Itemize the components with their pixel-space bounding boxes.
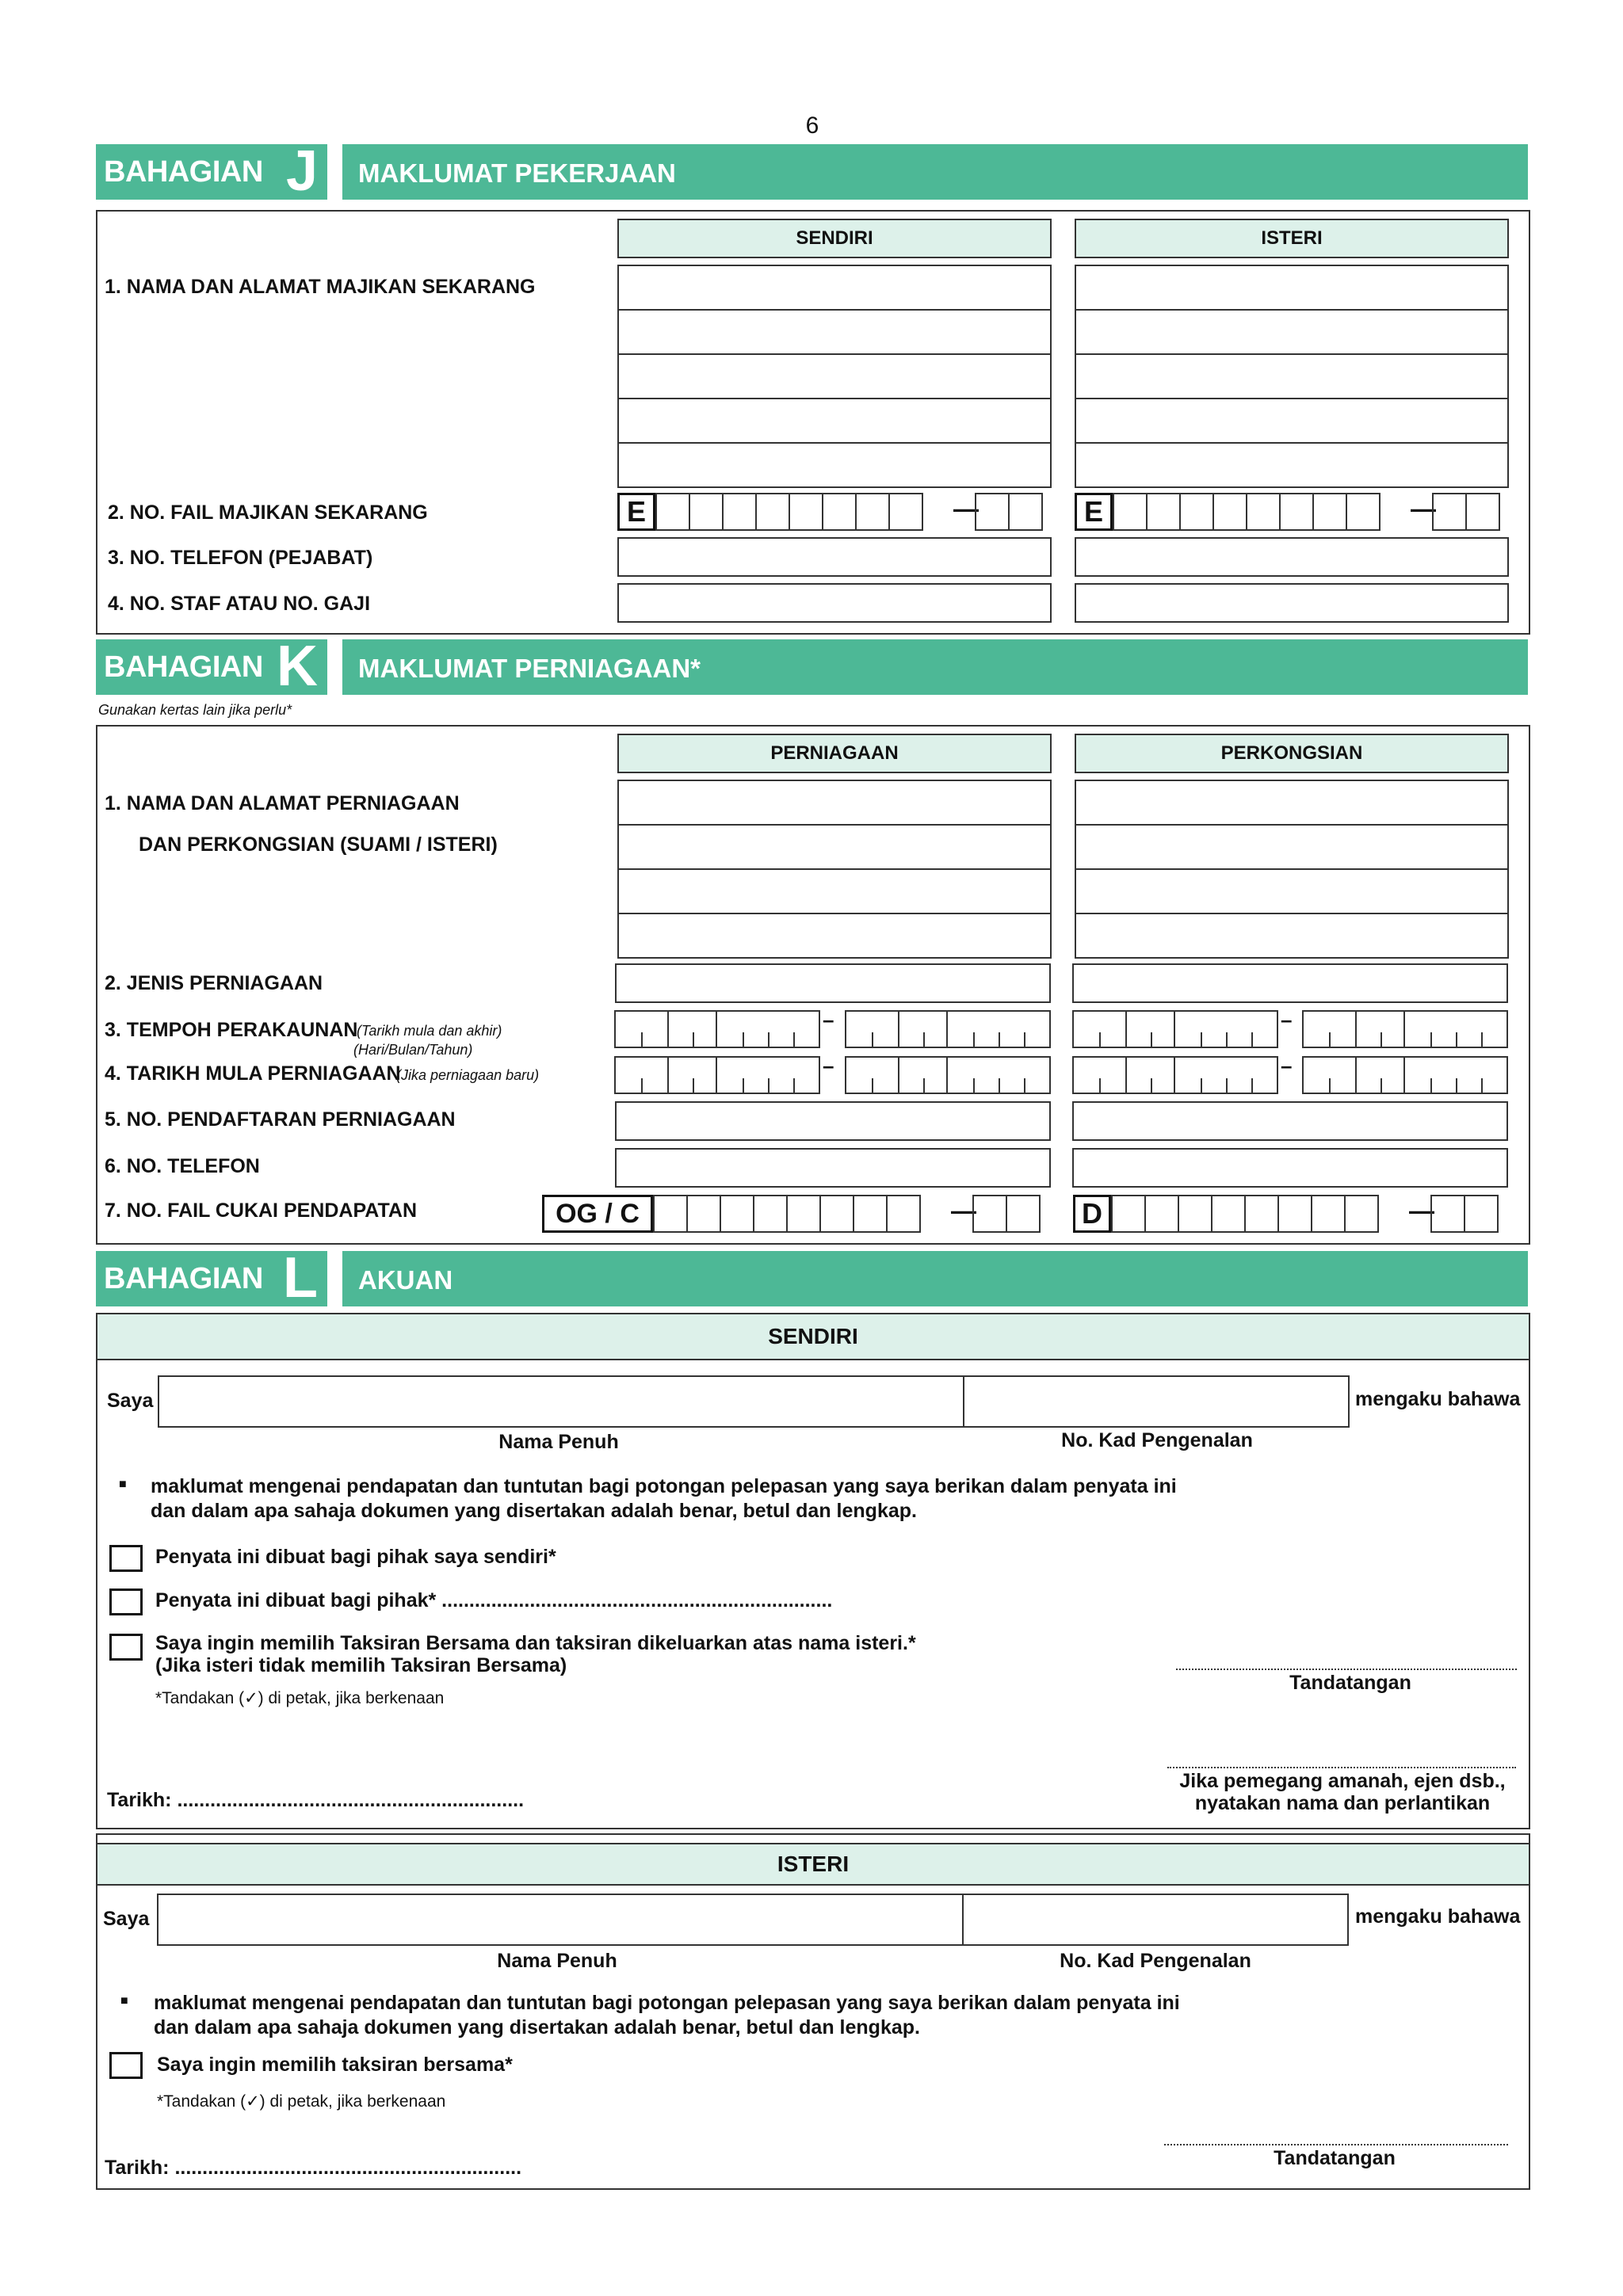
j-q2-label: 2. NO. FAIL MAJIKAN SEKARANG: [108, 502, 428, 524]
sendiri-statement-line2: dan dalam apa sahaja dokumen yang disertakan adalah benar, betul dan lengkap.: [151, 1500, 917, 1522]
isteri-option1-label: Saya ingin memilih taksiran bersama*: [157, 2054, 513, 2076]
dash: —: [1409, 1196, 1434, 1225]
k-q3-note2: (Hari/Bulan/Tahun): [353, 1042, 473, 1058]
k-nama-perniagaan-input[interactable]: [617, 780, 1052, 959]
section-k-title-bar: [342, 639, 1528, 695]
k-q3-label: 3. TEMPOH PERAKAUNAN: [105, 1019, 358, 1041]
j-file-suffix-isteri[interactable]: [1434, 493, 1500, 531]
sendiri-option1-label: Penyata ini dibuat bagi pihak saya sendiri*: [155, 1546, 556, 1568]
k-nama-perkongsian-input[interactable]: [1075, 780, 1509, 959]
k-tempoh-mula-perkongsian[interactable]: [1072, 1010, 1278, 1048]
section-k-bahagian: BAHAGIAN: [104, 650, 263, 684]
isteri-kad-caption: No. Kad Pengenalan: [1060, 1950, 1251, 1972]
j-telefon-isteri-input[interactable]: [1075, 537, 1509, 577]
sendiri-signature-line[interactable]: [1176, 1669, 1517, 1670]
sendiri-option3-label: Saya ingin memilih Taksiran Bersama dan taksiran dikeluarkan atas nama isteri.*: [155, 1632, 916, 1654]
dash: –: [1281, 1008, 1293, 1032]
akuan-isteri-header: ISTERI: [97, 1843, 1529, 1886]
k-q4-label: 4. TARIKH MULA PERNIAGAAN: [105, 1062, 401, 1085]
isteri-statement-line1: maklumat mengenai pendapatan dan tuntutan bagi potongan pelepasan yang saya berikan dalam penyata ini: [154, 1992, 1180, 2014]
dash: —: [951, 1196, 976, 1225]
section-l-title: AKUAN: [358, 1265, 453, 1295]
sendiri-mengaku-label: mengaku bahawa: [1355, 1388, 1521, 1410]
sendiri-saya-label: Saya: [107, 1390, 154, 1412]
k-jenis-perkongsian-input[interactable]: [1072, 963, 1508, 1003]
dash: –: [823, 1054, 834, 1077]
k-cukai-prefix-og-c: OG / C: [542, 1195, 653, 1233]
k-q1-label: 1. NAMA DAN ALAMAT PERNIAGAAN: [105, 792, 460, 814]
section-k-title: MAKLUMAT PERNIAGAAN*: [358, 654, 701, 683]
dash: —: [953, 494, 979, 523]
section-j-title: MAKLUMAT PEKERJAAN: [358, 158, 676, 188]
section-j-title-bar: [342, 144, 1528, 200]
k-jenis-perniagaan-input[interactable]: [615, 963, 1051, 1003]
j-file-cells-sendiri[interactable]: [657, 493, 923, 531]
k-tempoh-akhir-perkongsian[interactable]: [1302, 1010, 1508, 1048]
j-majikan-isteri-input[interactable]: [1075, 265, 1509, 488]
j-q3-label: 3. NO. TELEFON (PEJABAT): [108, 547, 373, 569]
sendiri-nama-penuh-caption: Nama Penuh: [498, 1431, 619, 1453]
dash: –: [823, 1008, 834, 1032]
j-file-prefix-isteri: E: [1075, 493, 1113, 531]
col-header-sendiri: SENDIRI: [617, 219, 1052, 258]
j-file-suffix-sendiri[interactable]: [976, 493, 1043, 531]
k-cukai-suffix-perniagaan[interactable]: [974, 1195, 1041, 1233]
sendiri-option2-checkbox[interactable]: [109, 1589, 143, 1615]
section-l-letter: L: [283, 1246, 318, 1310]
sendiri-pemegang-caption2: nyatakan nama dan perlantikan: [1194, 1792, 1491, 1814]
isteri-tarikh-field[interactable]: Tarikh: ...............................................................: [105, 2157, 522, 2179]
k-tarikh-mula-perkongsian[interactable]: [1072, 1056, 1278, 1094]
isteri-option1-checkbox[interactable]: [109, 2052, 143, 2079]
section-l-title-bar: [342, 1251, 1528, 1306]
k-q6-label: 6. NO. TELEFON: [105, 1155, 260, 1177]
section-j-badge: [96, 139, 327, 203]
k-pendaftaran-perkongsian-input[interactable]: [1072, 1101, 1508, 1141]
k-cukai-cells-perniagaan[interactable]: [655, 1195, 921, 1233]
isteri-nama-penuh-input[interactable]: [157, 1894, 964, 1946]
sendiri-option3-sublabel: (Jika isteri tidak memilih Taksiran Bersama): [155, 1654, 567, 1676]
k-tarikh-mula-perkongsian-2[interactable]: [1302, 1056, 1508, 1094]
dash: –: [1281, 1054, 1293, 1077]
col-header-isteri: ISTERI: [1075, 219, 1509, 258]
isteri-mengaku-label: mengaku bahawa: [1355, 1905, 1521, 1928]
akuan-sendiri-header: SENDIRI: [97, 1314, 1529, 1360]
sendiri-kad-pengenalan-input[interactable]: [963, 1375, 1350, 1428]
k-note: Gunakan kertas lain jika perlu*: [98, 702, 292, 718]
k-cukai-prefix-d: D: [1073, 1195, 1111, 1233]
sendiri-tandatangan-caption: Tandatangan: [1289, 1672, 1411, 1694]
sendiri-tick-note: *Tandakan (✓) di petak, jika berkenaan: [155, 1689, 445, 1707]
sendiri-option2-label: Penyata ini dibuat bagi pihak* .......................................................................: [155, 1589, 833, 1611]
bullet-icon: ■: [120, 1994, 128, 2008]
k-q1-label-2: DAN PERKONGSIAN (SUAMI / ISTERI): [139, 833, 498, 856]
dash: —: [1411, 494, 1436, 523]
k-q5-label: 5. NO. PENDAFTARAN PERNIAGAAN: [105, 1108, 456, 1131]
isteri-kad-pengenalan-input[interactable]: [962, 1894, 1349, 1946]
sendiri-statement-line1: maklumat mengenai pendapatan dan tuntutan bagi potongan pelepasan yang saya berikan dalam penyata ini: [151, 1475, 1177, 1497]
j-q1-label: 1. NAMA DAN ALAMAT MAJIKAN SEKARANG: [105, 276, 536, 298]
col-header-perniagaan: PERNIAGAAN: [617, 734, 1052, 773]
section-j-bahagian: BAHAGIAN: [104, 155, 263, 189]
isteri-saya-label: Saya: [103, 1908, 150, 1930]
k-telefon-perniagaan-input[interactable]: [615, 1148, 1051, 1188]
j-staf-isteri-input[interactable]: [1075, 583, 1509, 623]
isteri-signature-line[interactable]: [1164, 2144, 1508, 2145]
j-file-prefix-sendiri: E: [617, 493, 655, 531]
section-l-badge: [96, 1246, 327, 1310]
j-q4-label: 4. NO. STAF ATAU NO. GAJI: [108, 593, 371, 615]
section-j-letter: J: [285, 139, 318, 203]
k-cukai-suffix-perkongsian[interactable]: [1432, 1195, 1499, 1233]
page-number: 6: [805, 113, 819, 139]
k-tarikh-mula-perniagaan-2[interactable]: [845, 1056, 1051, 1094]
j-file-cells-isteri[interactable]: [1114, 493, 1381, 531]
sendiri-nama-penuh-input[interactable]: [158, 1375, 964, 1428]
sendiri-pemegang-caption1: Jika pemegang amanah, ejen dsb.,: [1179, 1770, 1506, 1792]
sendiri-pemegang-line[interactable]: [1167, 1767, 1516, 1768]
k-tarikh-mula-perniagaan[interactable]: [614, 1056, 820, 1094]
sendiri-tarikh-field[interactable]: Tarikh: ...............................................................: [107, 1789, 525, 1811]
k-q2-label: 2. JENIS PERNIAGAAN: [105, 972, 323, 994]
isteri-tandatangan-caption: Tandatangan: [1274, 2147, 1396, 2169]
k-tempoh-mula-perniagaan[interactable]: [614, 1010, 820, 1048]
col-header-perkongsian: PERKONGSIAN: [1075, 734, 1509, 773]
isteri-statement-line2: dan dalam apa sahaja dokumen yang disertakan adalah benar, betul dan lengkap.: [154, 2016, 920, 2039]
section-l-bahagian: BAHAGIAN: [104, 1262, 263, 1295]
section-k-badge: [96, 635, 327, 698]
k-telefon-perkongsian-input[interactable]: [1072, 1148, 1508, 1188]
k-cukai-cells-perkongsian[interactable]: [1113, 1195, 1379, 1233]
bullet-icon: ■: [119, 1478, 127, 1491]
sendiri-option1-checkbox[interactable]: [109, 1545, 143, 1572]
j-staf-sendiri-input[interactable]: [617, 583, 1052, 623]
j-majikan-sendiri-input[interactable]: [617, 265, 1052, 488]
section-k-letter: K: [277, 635, 318, 698]
isteri-nama-penuh-caption: Nama Penuh: [497, 1950, 617, 1972]
j-telefon-sendiri-input[interactable]: [617, 537, 1052, 577]
k-pendaftaran-perniagaan-input[interactable]: [615, 1101, 1051, 1141]
isteri-tick-note: *Tandakan (✓) di petak, jika berkenaan: [157, 2092, 446, 2111]
sendiri-option3-checkbox[interactable]: [109, 1634, 143, 1661]
k-q3-note: (Tarikh mula dan akhir): [357, 1023, 502, 1039]
sendiri-kad-caption: No. Kad Pengenalan: [1061, 1429, 1253, 1451]
k-q7-label: 7. NO. FAIL CUKAI PENDAPATAN: [105, 1199, 418, 1222]
k-tempoh-akhir-perniagaan[interactable]: [845, 1010, 1051, 1048]
k-q4-note: (Jika perniagaan baru): [396, 1067, 540, 1083]
